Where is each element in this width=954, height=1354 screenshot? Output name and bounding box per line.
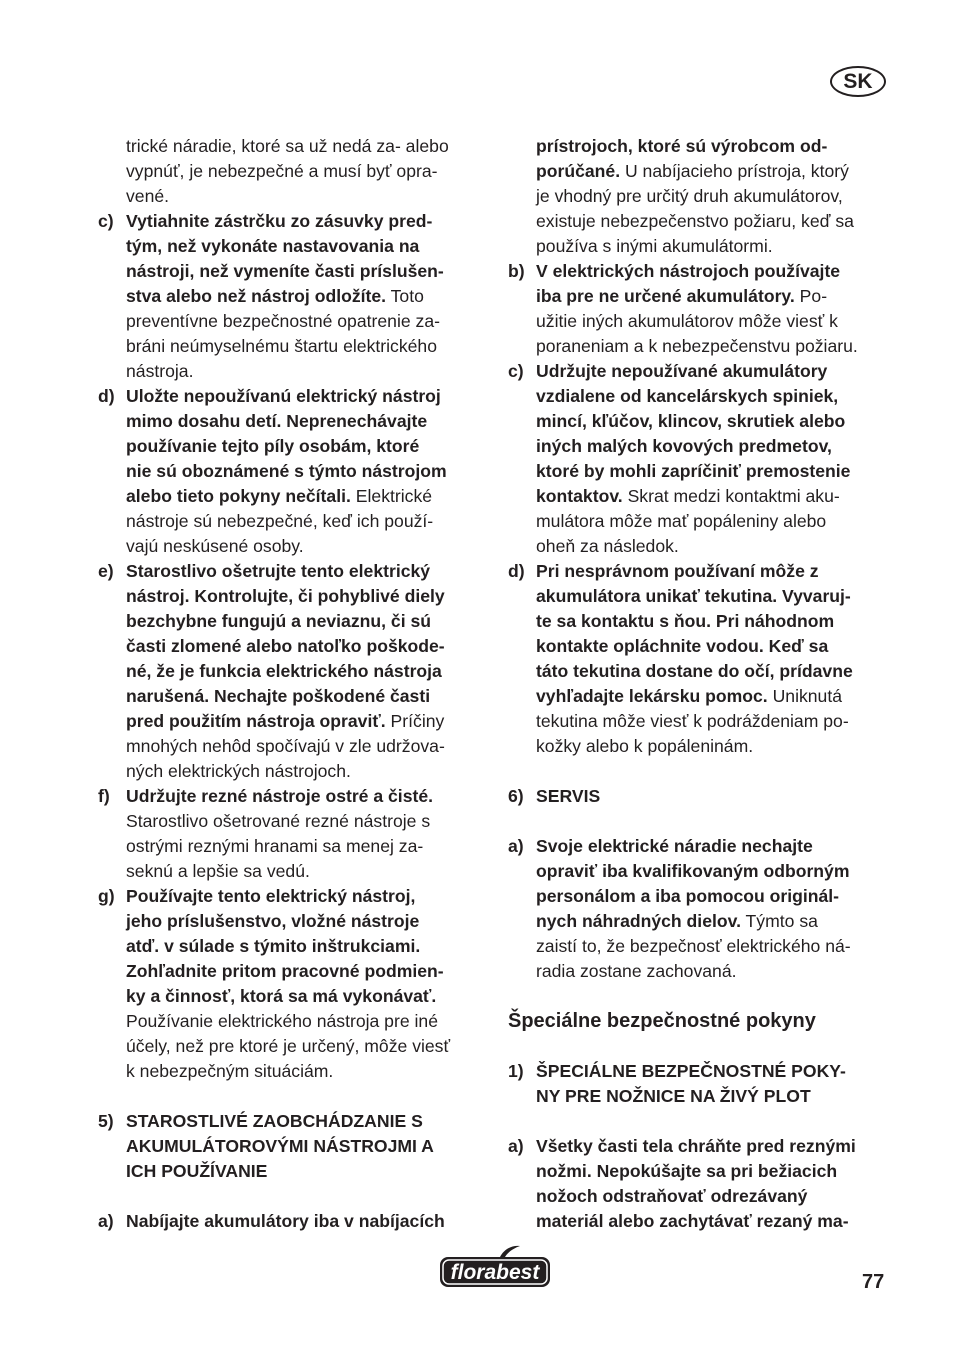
text-line: nástroj. Kontrolujte, či pohyblivé diely bbox=[126, 586, 445, 606]
bold-text: porúčané. bbox=[536, 161, 621, 181]
text-line bbox=[508, 684, 892, 709]
bold-text: Uložte nepoužívanú elektrický nástroj bbox=[126, 386, 441, 406]
text-line: vajú neskúsené osoby. bbox=[126, 536, 304, 556]
item-label: a) bbox=[98, 1211, 114, 1231]
item-label: c) bbox=[98, 211, 114, 231]
text-line: je vhodný pre určitý druh akumulátorov, bbox=[536, 186, 843, 206]
text-line: bezchybne fungujú a neviaznu, či sú bbox=[126, 611, 432, 631]
bold-text: Nabíjajte akumulátory iba v nabíjacích bbox=[126, 1211, 445, 1231]
text-line: materiál alebo zachytávať rezaný ma- bbox=[536, 1211, 849, 1231]
text-line: prístrojoch, ktoré sú výrobcom od- bbox=[536, 136, 828, 156]
text-line: Zohľadnite pritom pracovné podmien- bbox=[126, 961, 444, 981]
bold-text: iba pre ne určené akumulátory. bbox=[536, 286, 795, 306]
text-line: Starostlivo ošetrované rezné nástroje s bbox=[126, 811, 431, 831]
item-label: 5) bbox=[98, 1111, 114, 1131]
section-5-heading bbox=[98, 1109, 483, 1134]
text-line: ktoré by mohli zapríčiniť premostenie bbox=[536, 461, 851, 481]
text-line: časti zlomené alebo natoľko poškode- bbox=[126, 636, 445, 656]
text-line: existuje nebezpečenstvo požiaru, keď sa bbox=[536, 211, 854, 231]
normal-text: Elektrické bbox=[350, 486, 433, 506]
text-line: personálom a iba pomocou originál- bbox=[536, 886, 840, 906]
item-e-line bbox=[98, 559, 483, 584]
item-g-line bbox=[98, 884, 483, 909]
bold-text: ŠPECIÁLNE BEZPEČNOSTNÉ POKY- bbox=[536, 1061, 846, 1081]
text-line: akumulátora unikať tekutina. Vyvaruj- bbox=[536, 586, 851, 606]
item-1-heading bbox=[508, 1059, 892, 1084]
item-f-line bbox=[98, 784, 483, 809]
item-label: d) bbox=[508, 561, 525, 581]
text-line: kožky alebo k popáleninám. bbox=[536, 736, 754, 756]
section-heading-special-safety: Špeciálne bezpečnostné pokyny bbox=[508, 1010, 816, 1032]
text-line: iných malých kovových predmetov, bbox=[536, 436, 832, 456]
text-line: tekutina môže viesť k podráždeniam po- bbox=[536, 711, 849, 731]
text-line: NY PRE NOŽNICE NA ŽIVÝ PLOT bbox=[536, 1086, 811, 1106]
item-d-line bbox=[508, 559, 892, 584]
text-line: mulátora môže mať popáleniny alebo bbox=[536, 511, 827, 531]
bold-text: Starostlivo ošetrujte tento elektrický bbox=[126, 561, 431, 581]
bold-text: V elektrických nástrojoch používajte bbox=[536, 261, 841, 281]
text-line: používanie tejto píly osobám, ktoré bbox=[126, 436, 420, 456]
item-label: e) bbox=[98, 561, 114, 581]
bold-text: Všetky časti tela chráňte pred reznými bbox=[536, 1136, 856, 1156]
bold-text: nych náhradných dielov. bbox=[536, 911, 741, 931]
text-line bbox=[98, 709, 483, 734]
text-line bbox=[508, 159, 892, 184]
item-label: f) bbox=[98, 786, 110, 806]
text-line: ky a činnosť, ktorá sa má vykonávať. bbox=[126, 986, 437, 1006]
item-a-line bbox=[508, 1134, 892, 1159]
bold-text: Pri nesprávnom používaní môže z bbox=[536, 561, 819, 581]
normal-text: Po- bbox=[794, 286, 828, 306]
item-c-line bbox=[508, 359, 892, 384]
text-line: nástroji, než vymeníte časti príslušen- bbox=[126, 261, 444, 281]
section-6-heading bbox=[508, 784, 892, 809]
text-line bbox=[508, 284, 892, 309]
text-line: AKUMULÁTOROVÝMI NÁSTROJMI A bbox=[126, 1136, 434, 1156]
page-number: 77 bbox=[862, 1271, 885, 1293]
bold-text: Udržujte nepoužívané akumulátory bbox=[536, 361, 828, 381]
item-a-line bbox=[98, 1209, 483, 1234]
text-line: nožoch odstraňovať odrezávaný bbox=[536, 1186, 808, 1206]
item-label: 6) bbox=[508, 786, 524, 806]
logo-text: florabest bbox=[450, 1261, 540, 1284]
bold-text: pred použitím nástroja opraviť. bbox=[126, 711, 386, 731]
bold-text: Svoje elektrické náradie nechajte bbox=[536, 836, 813, 856]
text-line: nástroja. bbox=[126, 361, 194, 381]
text-line: oheň za následok. bbox=[536, 536, 679, 556]
right-column bbox=[508, 134, 892, 1234]
text-line: nie sú oboznámené s týmto nástrojom bbox=[126, 461, 447, 481]
text-line: ostrými reznými hranami sa menej za- bbox=[126, 836, 424, 856]
text-line: atď. v súlade s týmito inštrukciami. bbox=[126, 936, 421, 956]
bold-text: stva alebo než nástroj odložíte. bbox=[126, 286, 387, 306]
item-label: a) bbox=[508, 836, 524, 856]
normal-text: Príčiny bbox=[385, 711, 445, 731]
bold-text: vyhľadajte lekársku pomoc. bbox=[536, 686, 768, 706]
text-line: vypnúť, je nebezpečné a musí byť opra- bbox=[126, 161, 438, 181]
item-a-line bbox=[508, 834, 892, 859]
item-b-line bbox=[508, 259, 892, 284]
text-line: ICH POUŽÍVANIE bbox=[126, 1161, 268, 1181]
item-label: 1) bbox=[508, 1061, 524, 1081]
text-line: používa s inými akumulátormi. bbox=[536, 236, 773, 256]
text-line: preventívne bezpečnostné opatrenie za- bbox=[126, 311, 440, 331]
bold-text: Vytiahnite zástrčku zo zásuvky pred- bbox=[126, 211, 433, 231]
text-line: mimo dosahu detí. Neprenechávajte bbox=[126, 411, 428, 431]
normal-text: U nabíjacieho prístroja, ktorý bbox=[620, 161, 849, 181]
language-badge: SK bbox=[830, 66, 886, 97]
item-label: d) bbox=[98, 386, 115, 406]
text-line: jeho príslušenstvo, vložné nástroje bbox=[126, 911, 420, 931]
text-line: trické náradie, ktoré sa už nedá za- alebo bbox=[126, 136, 449, 156]
normal-text: Skrat medzi kontaktmi aku- bbox=[622, 486, 840, 506]
text-line: tým, než vykonáte nastavovania na bbox=[126, 236, 420, 256]
text-line: te sa kontaktu s ňou. Pri náhodnom bbox=[536, 611, 835, 631]
text-line: nástroje sú nebezpečné, keď ich použí- bbox=[126, 511, 434, 531]
text-line: kontakte opláchnite vodou. Keď sa bbox=[536, 636, 829, 656]
bold-text: alebo tieto pokyny nečítali. bbox=[126, 486, 351, 506]
text-line bbox=[98, 284, 483, 309]
text-line: užitie iných akumulátorov môže viesť k bbox=[536, 311, 838, 331]
text-line: ných elektrických nástrojoch. bbox=[126, 761, 351, 781]
text-line: narušená. Nechajte poškodené časti bbox=[126, 686, 431, 706]
normal-text: Uniknutá bbox=[767, 686, 843, 706]
item-label: c) bbox=[508, 361, 524, 381]
item-label: b) bbox=[508, 261, 525, 281]
bold-text: STAROSTLIVÉ ZAOBCHÁDZANIE S bbox=[126, 1111, 423, 1131]
text-line: vzdialene od kancelárskych spiniek, bbox=[536, 386, 839, 406]
text-line: mnohých nehôd spočívajú v zle udržova- bbox=[126, 736, 445, 756]
text-line bbox=[508, 909, 892, 934]
bold-text: kontaktov. bbox=[536, 486, 623, 506]
text-line bbox=[98, 484, 483, 509]
normal-text: Týmto sa bbox=[740, 911, 818, 931]
text-line: poraneniam a k nebezpečenstvu požiaru. bbox=[536, 336, 858, 356]
text-line: účely, než pre ktoré je určený, môže viesť bbox=[126, 1036, 451, 1056]
text-line: vené. bbox=[126, 186, 170, 206]
item-c-line bbox=[98, 209, 483, 234]
item-d-line bbox=[98, 384, 483, 409]
florabest-logo bbox=[438, 1243, 552, 1291]
item-label: g) bbox=[98, 886, 115, 906]
bold-text: SERVIS bbox=[536, 786, 601, 806]
text-line: radia zostane zachovaná. bbox=[536, 961, 737, 981]
normal-text: Toto bbox=[386, 286, 424, 306]
text-line: mincí, kľúčov, klincov, skrutiek alebo bbox=[536, 411, 846, 431]
text-line: seknú a lepšie sa vedú. bbox=[126, 861, 310, 881]
text-line: nožmi. Nepokúšajte sa pri bežiacich bbox=[536, 1161, 838, 1181]
item-label: a) bbox=[508, 1136, 524, 1156]
text-line: k nebezpečným situáciám. bbox=[126, 1061, 334, 1081]
bold-text: Udržujte rezné nástroje ostré a čisté. bbox=[126, 786, 434, 806]
text-line: bráni neúmyselnému štartu elektrického bbox=[126, 336, 437, 356]
text-line: Používanie elektrického nástroja pre iné bbox=[126, 1011, 438, 1031]
left-column bbox=[98, 134, 483, 1234]
text-line: táto tekutina dostane do očí, prídavne bbox=[536, 661, 853, 681]
text-line bbox=[508, 484, 892, 509]
text-line: zaistí to, že bezpečnosť elektrického ná- bbox=[536, 936, 851, 956]
bold-text: Používajte tento elektrický nástroj, bbox=[126, 886, 416, 906]
text-line: opraviť iba kvalifikovaným odborným bbox=[536, 861, 850, 881]
text-line: né, že je funkcia elektrického nástroja bbox=[126, 661, 442, 681]
